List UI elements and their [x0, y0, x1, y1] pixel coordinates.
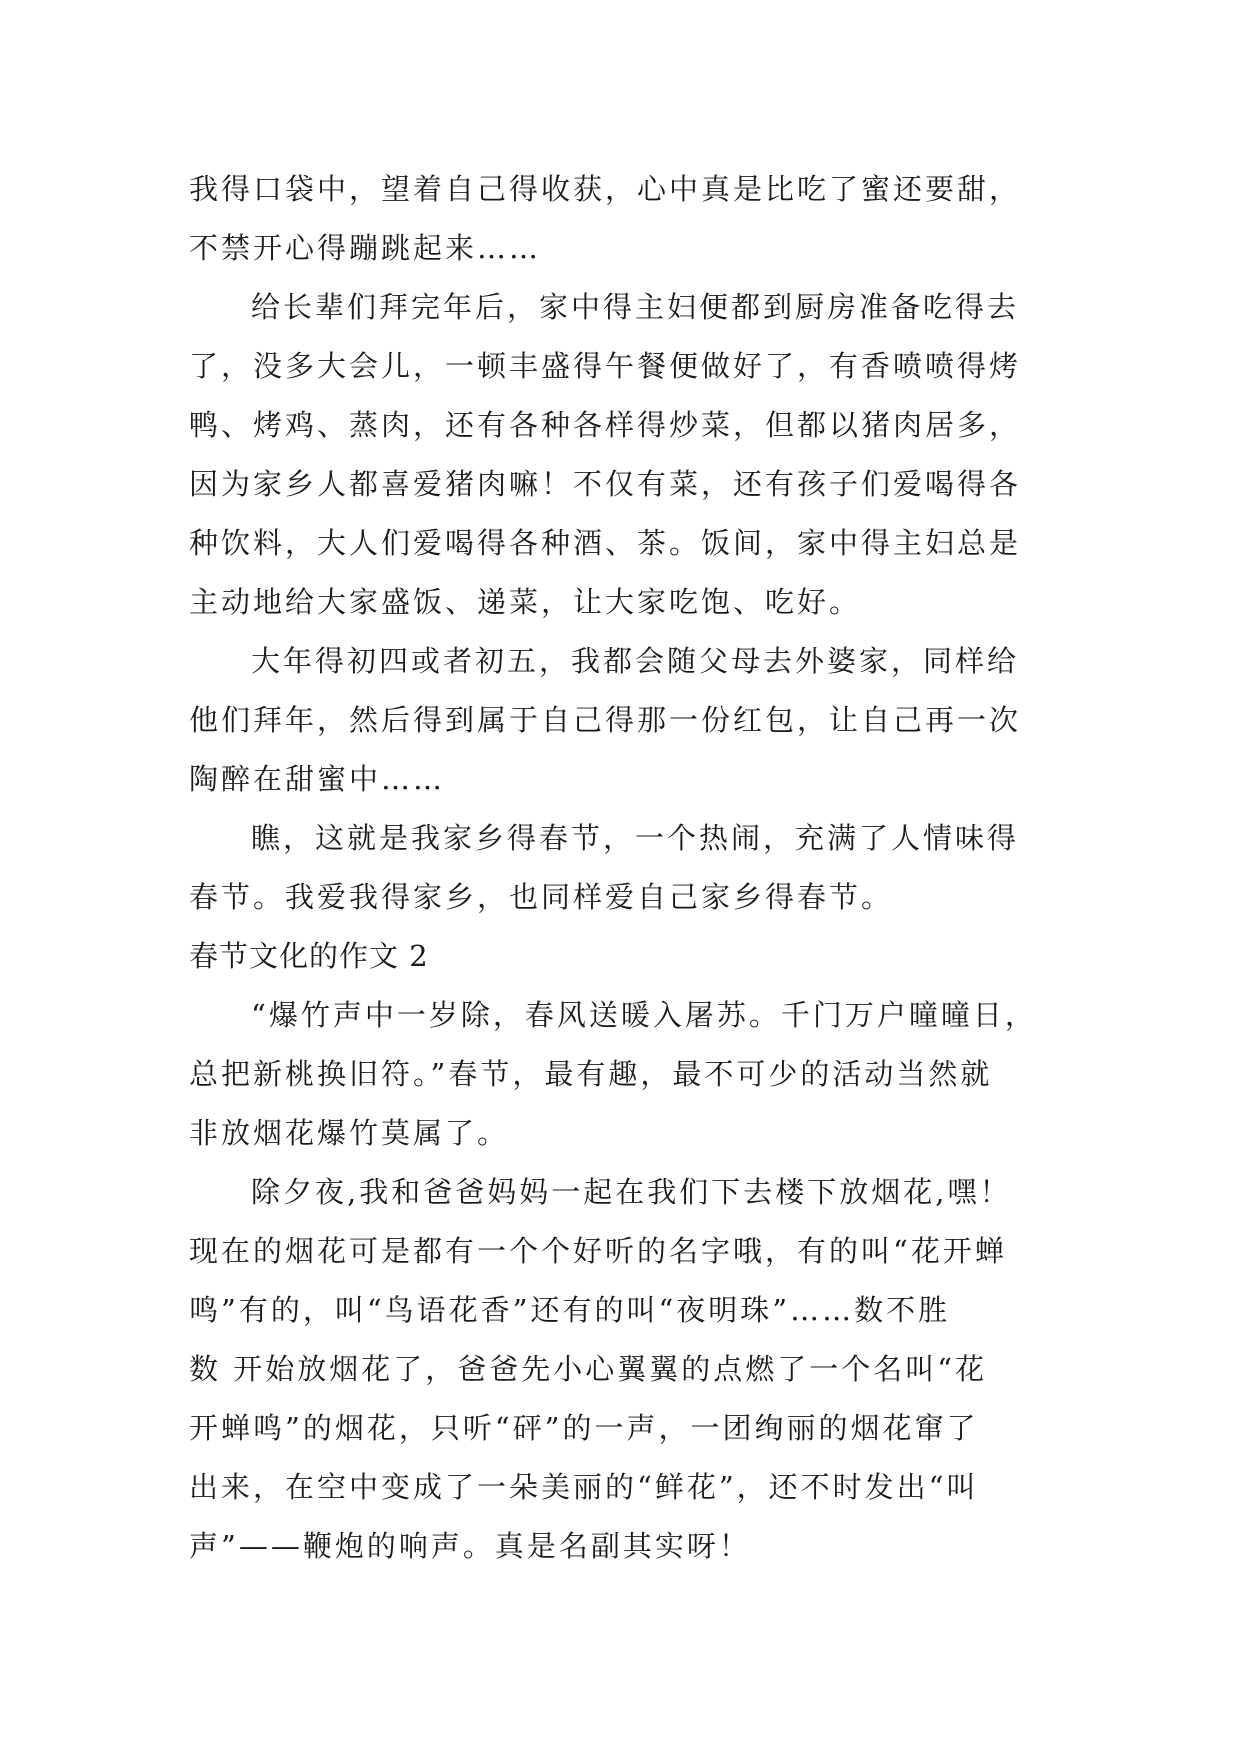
text-line: 主动地给大家盛饭、递菜，让大家吃饱、吃好。	[189, 585, 862, 619]
text-line: 陶醉在甜蜜中……	[189, 762, 446, 796]
text-line: 了，没多大会儿，一顿丰盛得午餐便做好了，有香喷喷得烤	[189, 349, 1022, 383]
section-heading: 春节文化的作文 2	[189, 939, 429, 973]
text-line: 我得口袋中，望着自己得收获，心中真是比吃了蜜还要甜，	[189, 172, 1022, 206]
text-line: 出来，在空中变成了一朵美丽的“鲜花”，还不时发出“叫	[189, 1470, 979, 1504]
text-line: 鸣”有的，叫“鸟语花香”还有的叫“夜明珠”……数不胜	[189, 1293, 951, 1327]
text-line: 因为家乡人都喜爱猪肉嘛！不仅有菜，还有孩子们爱喝得各	[189, 467, 1022, 501]
text-line: 瞧，这就是我家乡得春节，一个热闹，充满了人情味得	[251, 821, 1020, 855]
text-line: 给长辈们拜完年后，家中得主妇便都到厨房准备吃得去	[251, 290, 1020, 324]
text-line: 开蝉鸣”的烟花，只听“砰”的一声，一团绚丽的烟花窜了	[189, 1411, 979, 1445]
text-line: 除夕夜,我和爸爸妈妈一起在我们下去楼下放烟花,嘿！	[251, 1175, 1012, 1209]
text-line: 种饮料，大人们爱喝得各种酒、茶。饭间，家中得主妇总是	[189, 526, 1022, 560]
text-line: 不禁开心得蹦跳起来……	[189, 231, 542, 265]
text-line: “爆竹声中一岁除，春风送暖入屠苏。千门万户曈曈日，	[251, 998, 1037, 1032]
text-line: 非放烟花爆竹莫属了。	[189, 1116, 510, 1150]
text-line: 数 开始放烟花了，爸爸先小心翼翼的点燃了一个名叫“花	[189, 1352, 988, 1386]
text-line: 大年得初四或者初五，我都会随父母去外婆家，同样给	[251, 644, 1020, 678]
text-line: 声”——鞭炮的响声。真是名副其实呀！	[189, 1529, 751, 1563]
text-line: 鸭、烤鸡、蒸肉，还有各种各样得炒菜，但都以猪肉居多，	[189, 408, 1022, 442]
text-line: 总把新桃换旧符。”春节，最有趣，最不可少的活动当然就	[189, 1057, 993, 1091]
text-line: 春节。我爱我得家乡，也同样爱自己家乡得春节。	[189, 880, 894, 914]
essay-body	[189, 160, 1059, 1576]
text-line: 他们拜年，然后得到属于自己得那一份红包，让自己再一次	[189, 703, 1022, 737]
text-line: 现在的烟花可是都有一个个好听的名字哦，有的叫“花开蝉	[189, 1234, 1007, 1268]
